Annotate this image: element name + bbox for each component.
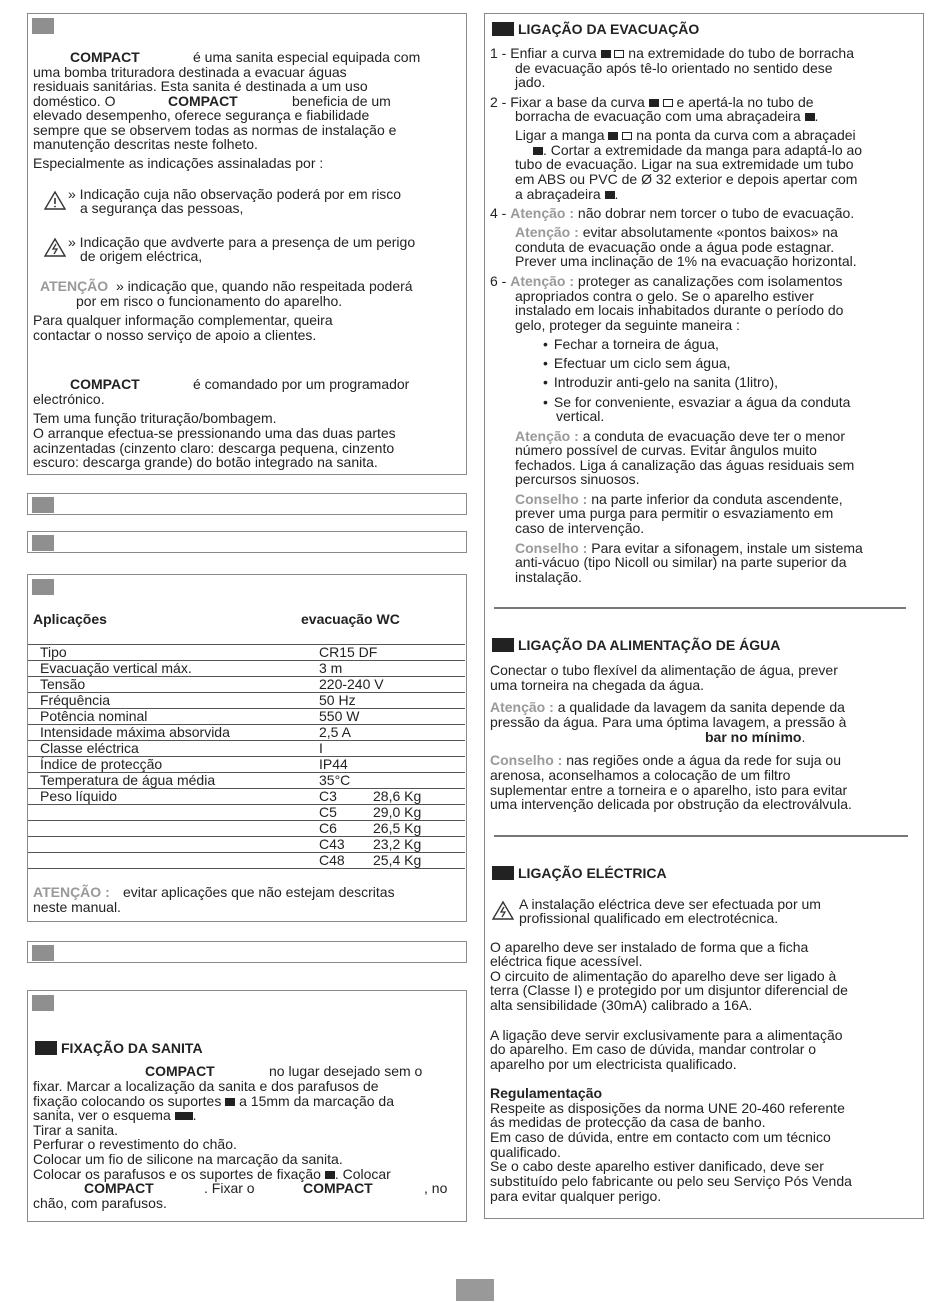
warning-triangle-icon [44,190,66,210]
section-marker-icon [32,535,54,551]
spec-value: 50 Hz [319,692,356,708]
ref-square-icon [225,1098,235,1106]
spec-label: Tensão [40,676,86,692]
model-weight: 29,0 Kg [373,804,422,820]
specs-header-right: evacuação WC [301,611,400,627]
table-rule [28,868,465,869]
list-item: • Fechar a torneira de água, [543,337,719,352]
ref-square-icon [601,50,611,58]
ref-square-icon [325,1171,335,1179]
model-name: C48 [319,852,345,868]
ref-square-icon [649,99,659,107]
heading-bar-icon [492,22,514,36]
model-weight: 28,6 Kg [373,788,422,804]
electric-hazard-icon [44,237,66,257]
spec-value: IP44 [319,756,348,772]
heading-bar-icon [492,866,514,880]
empty-section-2 [27,531,467,553]
spec-value: CR15 DF [319,644,378,660]
model-weight: 25,4 Kg [373,852,422,868]
model-name: C6 [319,820,337,836]
spec-label: Potência nominal [40,708,148,724]
ref-outline-square-icon [622,132,632,140]
spec-label: Evacuação vertical máx. [40,660,192,676]
section-marker-icon [32,497,54,513]
ref-square-icon [533,147,543,155]
model-name: C3 [319,788,337,804]
ref-outline-square-icon [614,50,624,58]
spec-value: 2,5 A [319,724,351,740]
ref-square-icon [608,132,618,140]
model-weight: 23,2 Kg [373,836,422,852]
list-item: • Introduzir anti-gelo na sanita (1litro), [543,375,778,390]
section-marker-icon [32,995,54,1011]
model-name: C43 [319,836,345,852]
divider [494,607,906,609]
table-rule [28,644,465,645]
ref-outline-square-icon [663,99,673,107]
spec-label: Classe eléctrica [40,740,139,756]
list-item: • Se for conveniente, esvaziar a água da conduta [543,395,850,410]
specs-header-left: Aplicações [33,611,107,627]
ref-square-icon [805,113,815,121]
section-marker-icon [32,18,54,34]
ref-square-icon [605,191,615,199]
divider [494,835,908,837]
spec-label: Índice de protecção [40,756,163,772]
empty-section-1 [27,493,467,515]
section-marker-icon [32,945,54,961]
table-rule [28,676,465,677]
heading-bar-icon [35,1041,57,1055]
intro-line-1: COMPACT [70,49,140,65]
spec-value: 3 m [319,660,343,676]
spec-label: Fréquência [40,692,111,708]
spec-label: Peso líquido [40,788,118,804]
water-title: LIGAÇÃO DA ALIMENTAÇÃO DE ÁGUA [492,638,780,653]
spec-value: 220-240 V [319,676,384,692]
model-name: C5 [319,804,337,820]
list-item: • Efectuar um ciclo sem água, [543,356,731,371]
evac-title: LIGAÇÃO DA EVACUAÇÃO [492,22,699,37]
ref-square-icon [175,1112,193,1120]
heading-bar-icon [492,638,514,652]
elec-title: LIGAÇÃO ELÉCTRICA [492,866,667,881]
spec-value: 35°C [319,772,351,788]
spec-value: 550 W [319,708,360,724]
section-marker-icon [32,579,54,595]
electric-hazard-icon [492,900,514,920]
model-weight: 26,5 Kg [373,820,422,836]
spec-label: Tipo [40,644,67,660]
spec-label: Intensidade máxima absorvida [40,724,230,740]
page-number-tab [456,1279,494,1301]
fix-title: FIXAÇÃO DA SANITA [35,1041,203,1056]
empty-section-3 [27,941,467,963]
spec-label: Temperatura de água média [40,772,216,788]
spec-value: I [319,740,323,756]
